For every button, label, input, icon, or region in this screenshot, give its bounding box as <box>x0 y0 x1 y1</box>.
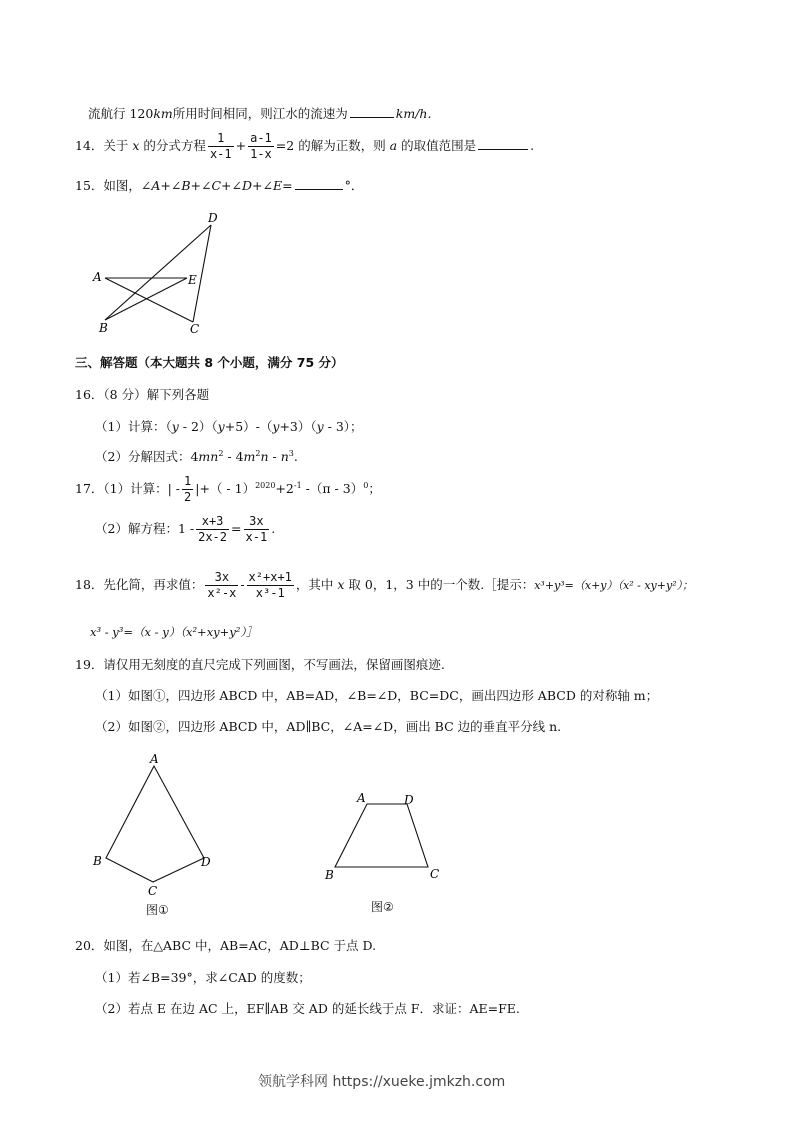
q18-hint-1: x³+y³=（x+y）（x² - xy+y²）； <box>534 579 694 592</box>
q16-1-a: （1）计算：（ <box>95 419 172 434</box>
q20-part-1: （1）若∠B=39°，求∠CAD 的度数； <box>95 970 311 985</box>
q15-expression: A+∠B+∠C+∠D+∠E= <box>151 178 293 193</box>
q13-continuation <box>88 104 431 122</box>
q17-2-a: （2）解方程：1 - <box>95 521 195 536</box>
q18-f2-numerator: x²+x+1 <box>248 570 292 584</box>
q18-c: 取 0，1，3 中的一个数.［提示： <box>344 577 535 592</box>
q17-1-numerator: 1 <box>184 474 192 488</box>
q16-2-exp1: 2 <box>218 448 224 458</box>
kite-ABCD <box>106 766 204 882</box>
question-19: 19．请仅用无刻度的直尺完成下列画图，不写画法，保留画图痕迹. <box>75 657 445 672</box>
fig1-label-C: C <box>148 884 158 898</box>
q17-1-denominator: 2 <box>184 490 192 504</box>
q17-1-a: 17．（1）计算：| - <box>75 481 181 496</box>
fig1-label-B: B <box>93 854 102 868</box>
fig2-caption: 图② <box>371 900 394 914</box>
fig1-label-A: A <box>150 752 159 766</box>
q18-b: ，其中 <box>295 577 338 592</box>
q18-fraction-2 <box>247 570 294 601</box>
q14-f1-denominator: x-1 <box>209 147 232 161</box>
question-15 <box>75 176 363 194</box>
q16-1-y4: y <box>316 419 324 434</box>
q20-part-2: （2）若点 E 在边 AC 上，EF∥AB 交 AD 的延长线于点 F．求证：AE=FE. <box>95 1001 520 1016</box>
q14-answer-blank[interactable] <box>478 137 528 150</box>
fig2-label-A: A <box>357 791 366 805</box>
q13-answer-blank[interactable] <box>350 105 394 118</box>
q16-2-c: - 4 <box>223 449 244 464</box>
q17-1-e: ； <box>368 481 381 496</box>
q17-2-f2-numerator: 3x <box>244 514 270 530</box>
question-17-part-2 <box>95 514 275 545</box>
q14-f2-numerator: a-1 <box>250 131 272 145</box>
q17-2-fraction-2 <box>244 514 270 545</box>
q16-1-b: - 2）（ <box>178 419 218 434</box>
q14-fraction-2 <box>248 131 274 162</box>
q14-var-x: x <box>132 138 140 153</box>
q14-text-d: 的取值范围是 <box>397 138 477 153</box>
q16-1-y1: y <box>171 419 179 434</box>
q18-fraction-1 <box>205 570 238 601</box>
q19-figure-2 <box>320 785 450 885</box>
label-E: E <box>188 273 197 287</box>
q16-2-exp3: 3 <box>288 448 294 458</box>
q14-f1-numerator: 1 <box>208 131 234 147</box>
q17-1-c: +2 <box>275 481 294 496</box>
q14-end: . <box>530 138 535 153</box>
q14-var-a: a <box>389 138 398 153</box>
question-18 <box>75 570 693 601</box>
q19-part-1: （1）如图①，四边形 ABCD 中，AB=AD，∠B=∠D，BC=DC，画出四边形 ABCD 的对称轴 m； <box>95 688 659 703</box>
question-16: 16．（8 分）解下列各题 <box>75 387 210 402</box>
q18-hint-2: x³ - y³=（x - y）（x²+xy+y²）］ <box>90 625 258 639</box>
label-C: C <box>190 322 200 336</box>
q17-1-fraction <box>182 474 193 505</box>
q16-2-g: - <box>268 449 281 464</box>
section-3-heading: 三、解答题（本大题共 8 个小题，满分 75 分） <box>75 355 344 370</box>
q15-figure <box>90 208 230 338</box>
q16-part-1 <box>95 417 363 435</box>
q18-f2-denominator: x³-1 <box>255 586 285 600</box>
q15-text-a: 15．如图，∠ <box>75 178 152 193</box>
q18-var-x: x <box>337 577 345 592</box>
q18-minus: - <box>240 577 245 592</box>
q16-2-n: n <box>260 449 269 464</box>
fig2-label-B: B <box>325 868 334 882</box>
q14-plus: + <box>235 138 247 153</box>
fig1-caption: 图① <box>146 903 169 917</box>
q17-2-end: . <box>271 521 276 536</box>
q17-2-f2-denominator: x-1 <box>245 530 268 544</box>
q14-text-c: =2 的解为正数，则 <box>275 138 390 153</box>
q18-f1-numerator: 3x <box>205 570 238 586</box>
q16-1-y2: y <box>217 419 225 434</box>
q16-2-a: （2）分解因式：4 <box>95 449 199 464</box>
label-D: D <box>208 211 218 225</box>
q17-1-b: |+（ - 1） <box>195 481 256 496</box>
q13-unit: km/h. <box>395 106 432 121</box>
label-A: A <box>93 270 102 284</box>
footer-watermark: 领航学科网 https://xueke.jmkzh.com <box>258 1074 506 1090</box>
question-20: 20．如图，在△ABC 中，AB=AC，AD⊥BC 于点 D. <box>75 938 377 953</box>
q18-a: 18．先化简，再求值： <box>75 577 204 592</box>
q16-1-y3: y <box>272 419 280 434</box>
fig2-label-D: D <box>404 793 414 807</box>
q15-answer-blank[interactable] <box>295 177 343 190</box>
q16-2-mn: mn <box>198 449 219 464</box>
q13-text-b: 所用时间相同，则江水的流速为 <box>172 106 348 121</box>
q17-1-d: -（π - 3） <box>301 481 364 496</box>
q14-text-a: 14．关于 <box>75 138 133 153</box>
q17-2-f1-denominator: 2x-2 <box>198 530 228 544</box>
q17-2-f1-numerator: x+3 <box>196 514 229 530</box>
q16-1-h: - 3）； <box>323 419 363 434</box>
q17-1-exp1: 2020 <box>255 480 276 490</box>
fig2-label-C: C <box>430 867 440 881</box>
q16-2-end: . <box>293 449 298 464</box>
q17-2-fraction-1 <box>196 514 229 545</box>
q14-f2-denominator: 1-x <box>250 147 272 161</box>
label-B: B <box>99 321 108 335</box>
q16-1-d: +5）-（ <box>224 419 273 434</box>
q16-1-f: +3）（ <box>279 419 317 434</box>
q13-text-a: 流航行 120 <box>88 106 154 121</box>
q17-1-exp3: 0 <box>363 480 369 490</box>
fig1-label-D: D <box>201 855 211 869</box>
q14-text-b: 的分式方程 <box>139 138 206 153</box>
q16-2-n2: n <box>280 449 289 464</box>
segment-AC <box>105 278 193 322</box>
q19-figure-1 <box>88 750 228 920</box>
q14-fraction-1 <box>208 131 234 162</box>
q17-1-exp2: -1 <box>293 480 302 490</box>
trapezoid-ABCD <box>335 804 428 867</box>
q18-f1-denominator: x²-x <box>207 586 237 600</box>
q13-unit-km: km <box>153 106 173 121</box>
q17-2-equals: = <box>231 521 242 536</box>
q16-part-2 <box>95 447 298 465</box>
question-17-part-1 <box>75 474 381 505</box>
q16-2-m: m <box>243 449 256 464</box>
q19-part-2: （2）如图②，四边形 ABCD 中，AD∥BC，∠A=∠D，画出 BC 边的垂直平分线 n. <box>95 719 562 734</box>
question-14 <box>75 131 534 162</box>
q16-2-exp2: 2 <box>255 448 261 458</box>
q15-end: °． <box>344 178 364 193</box>
